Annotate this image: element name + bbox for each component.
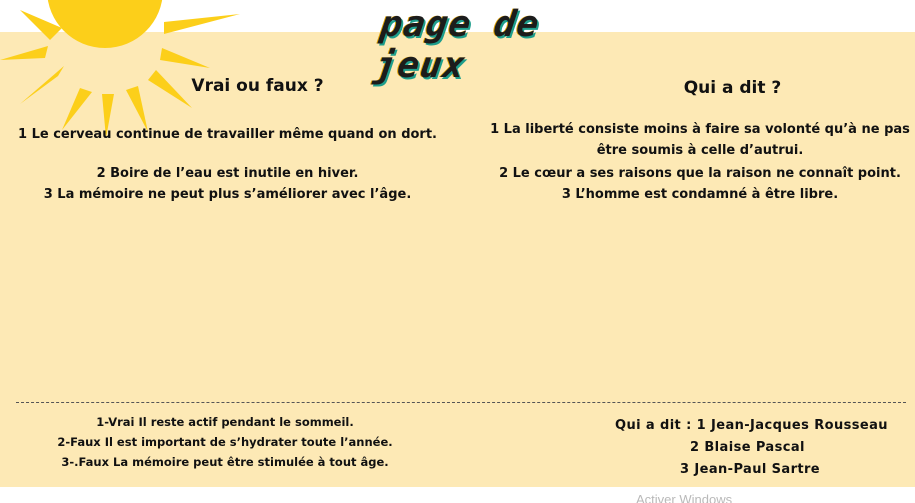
who-said-question-3: 3 L’homme est condamné à être libre. [561, 187, 839, 202]
who-said-question-2: 2 Le cœur a ses raisons que la raison ne connaît point. [499, 166, 901, 181]
answers-divider [16, 402, 906, 403]
who-said-question-1-line-1: 1 La liberté consiste moins à faire sa volonté qu’à ne pas [490, 122, 910, 137]
true-false-question-2: 2 Boire de l’eau est inutile en hiver. [96, 166, 359, 181]
who-said-heading: Qui a dit ? [683, 78, 782, 98]
sun-decoration [0, 0, 250, 140]
true-false-answer-3: 3-.Faux La mémoire peut être stimulée à tout âge. [61, 455, 389, 469]
true-false-answer-1: 1-Vrai Il reste actif pendant le sommeil. [96, 415, 354, 429]
true-false-answer-2: 2-Faux Il est important de s’hydrater toute l’année. [57, 435, 393, 449]
true-false-question-1: 1 Le cerveau continue de travailler même quand on dort. [18, 127, 437, 142]
true-false-question-3: 3 La mémoire ne peut plus s’améliorer avec l’âge. [43, 187, 412, 202]
who-said-answer-2: 2 Blaise Pascal [690, 440, 805, 455]
page-title: page de jeux [371, 4, 543, 86]
who-said-question-1-line-2: être soumis à celle d’autrui. [596, 143, 804, 158]
who-said-answer-1: Qui a dit : 1 Jean-Jacques Rousseau [615, 418, 888, 433]
true-false-heading: Vrai ou faux ? [191, 76, 324, 96]
who-said-answer-3: 3 Jean-Paul Sartre [680, 462, 821, 477]
windows-activation-watermark: Activer Windows [636, 492, 733, 503]
